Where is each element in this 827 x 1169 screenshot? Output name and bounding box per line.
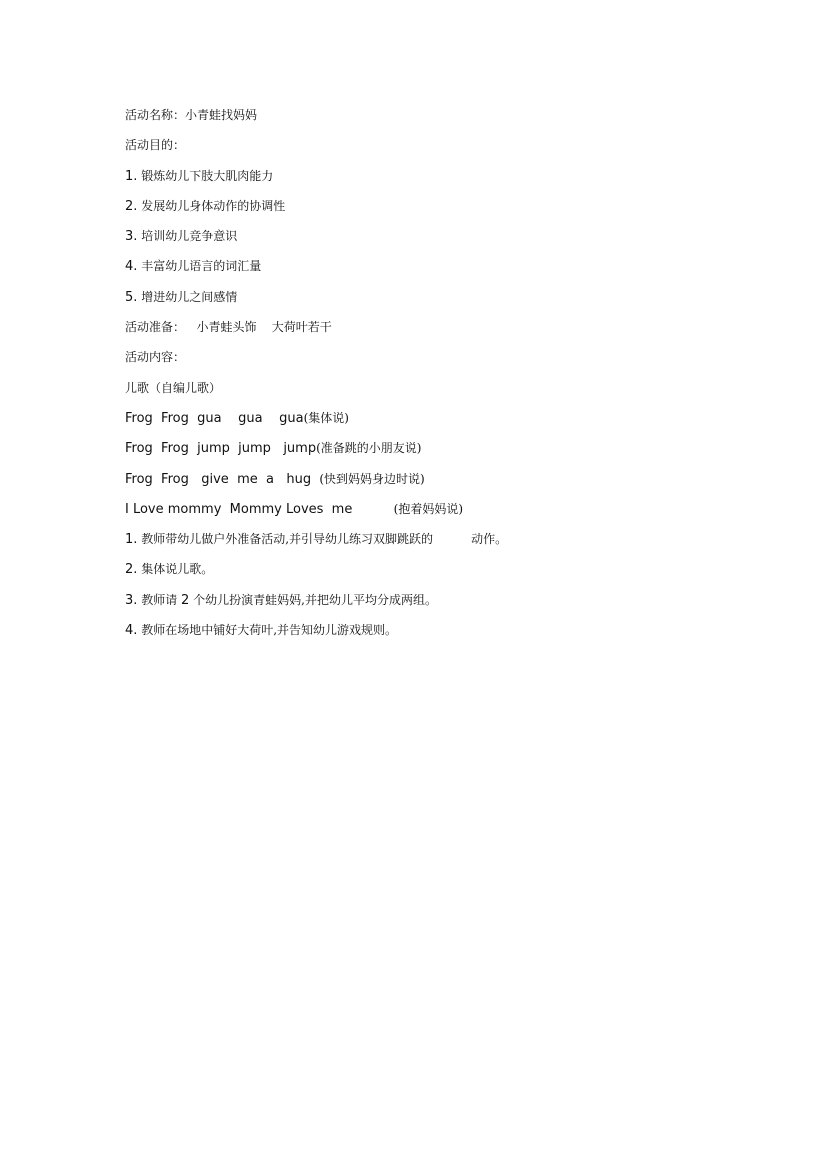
song-line-english: I Love mommy Mommy Loves me bbox=[125, 501, 394, 517]
document-page bbox=[125, 104, 745, 649]
goal-item bbox=[125, 225, 745, 255]
step-text: 教师带幼儿做户外准备活动,并引导幼儿练习双脚跳跃的 动作。 bbox=[137, 532, 508, 547]
goal-text: 培训幼儿竞争意识 bbox=[137, 229, 238, 244]
goal-number: 4. bbox=[125, 259, 138, 275]
song-line-note: (抱着妈妈说) bbox=[393, 501, 464, 516]
goal-number: 2. bbox=[125, 198, 138, 214]
step-text-continued: 个幼儿扮演青蛙妈妈,并把幼儿平均分成两组。 bbox=[189, 592, 437, 607]
goal-number: 5. bbox=[125, 289, 138, 305]
goals-heading: 活动目的： bbox=[125, 138, 186, 153]
goal-item bbox=[125, 195, 745, 225]
song-line-note: (准备跳的小朋友说) bbox=[316, 441, 422, 456]
preparation: 活动准备： 小青蛙头饰 大荷叶若干 bbox=[125, 320, 332, 335]
step-number: 2. bbox=[125, 562, 138, 578]
song-title: 儿歌（自编儿歌） bbox=[125, 380, 222, 395]
step-item bbox=[125, 528, 745, 558]
goal-item bbox=[125, 255, 745, 285]
goal-text: 增进幼儿之间感情 bbox=[137, 289, 238, 304]
step-text: 教师在场地中铺好大荷叶,并告知幼儿游戏规则。 bbox=[137, 623, 398, 638]
song-line bbox=[125, 498, 745, 528]
step-text: 集体说儿歌。 bbox=[137, 562, 214, 577]
goal-number: 1. bbox=[125, 168, 138, 184]
song-line-english: Frog Frog gua gua gua bbox=[125, 410, 304, 426]
step-inline-number: 2 bbox=[181, 592, 190, 608]
step-item bbox=[125, 558, 745, 588]
goal-text: 锻炼幼儿下肢大肌肉能力 bbox=[137, 168, 274, 183]
goal-text: 发展幼儿身体动作的协调性 bbox=[137, 198, 286, 213]
goal-number: 3. bbox=[125, 229, 138, 245]
content-heading: 活动内容： bbox=[125, 350, 186, 365]
song-line bbox=[125, 407, 745, 437]
step-number: 3. bbox=[125, 592, 138, 608]
goal-item bbox=[125, 165, 745, 195]
song-line bbox=[125, 437, 745, 467]
step-item bbox=[125, 619, 745, 649]
step-number: 4. bbox=[125, 623, 138, 639]
step-text: 教师请 bbox=[137, 592, 182, 607]
song-line-english: Frog Frog jump jump jump bbox=[125, 441, 317, 457]
goal-text: 丰富幼儿语言的词汇量 bbox=[137, 259, 262, 274]
activity-name: 活动名称：小青蛙找妈妈 bbox=[125, 108, 258, 122]
song-line-note: (集体说) bbox=[303, 410, 349, 425]
step-number: 1. bbox=[125, 532, 138, 548]
goal-item bbox=[125, 286, 745, 316]
song-line bbox=[125, 468, 745, 498]
song-line-note: (快到妈妈身边时说) bbox=[319, 471, 425, 486]
step-item bbox=[125, 589, 745, 619]
song-line-english: Frog Frog give me a hug bbox=[125, 471, 320, 487]
